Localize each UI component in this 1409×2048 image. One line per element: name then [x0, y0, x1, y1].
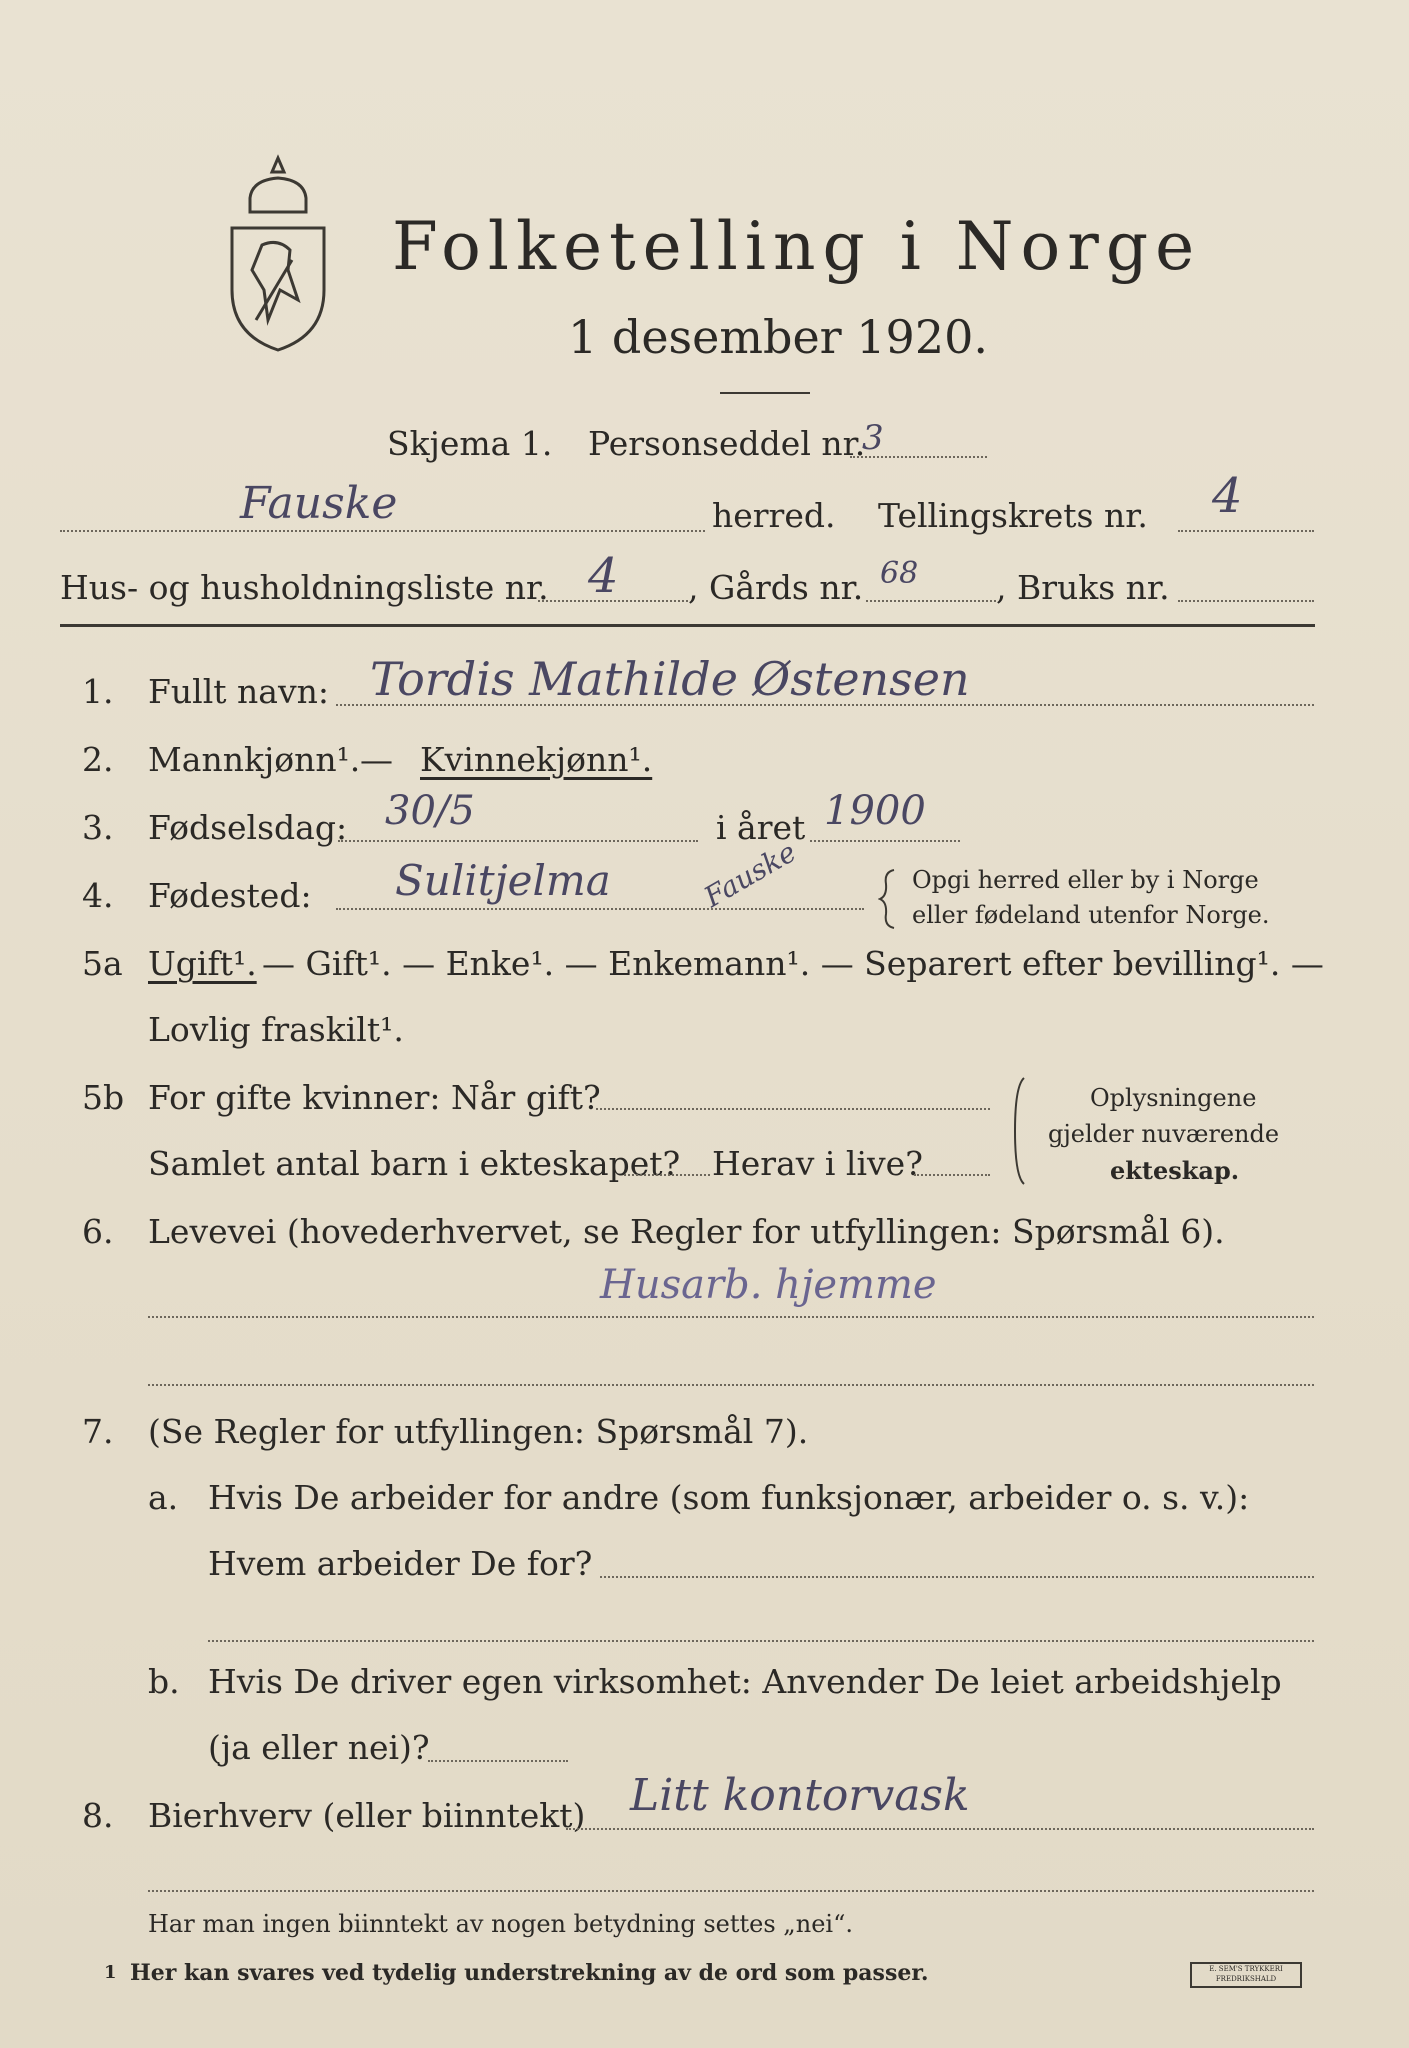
gender-male-option[interactable]: Mannkjønn¹.	[148, 740, 361, 779]
tellingskrets-value[interactable]: 4	[1212, 468, 1243, 524]
q4-line	[336, 908, 864, 910]
gards-line	[866, 600, 996, 602]
q6-line-2	[148, 1384, 1314, 1386]
form-date: 1 desember 1920.	[568, 310, 988, 364]
q1-number: 1.	[82, 672, 114, 711]
q3-line	[338, 840, 698, 842]
skjema-label: Skjema 1.	[387, 424, 553, 463]
header-rule	[60, 624, 1315, 627]
bruks-line	[1178, 600, 1314, 602]
q7-number: 7.	[82, 1412, 114, 1451]
q7a-employer-line-2	[208, 1640, 1314, 1642]
q3-label: Fødselsdag:	[148, 808, 348, 847]
q4-note-2: eller fødeland utenfor Norge.	[912, 901, 1270, 929]
bruks-label: , Bruks nr.	[996, 568, 1170, 607]
q7b-hire-label: (ja eller nei)?	[208, 1728, 430, 1767]
gards-label: , Gårds nr.	[688, 568, 864, 607]
children-total-line	[624, 1174, 710, 1176]
q8-line	[566, 1828, 1314, 1830]
q8-number: 8.	[82, 1796, 114, 1835]
q7b-hire-line	[428, 1760, 568, 1762]
tellingskrets-line	[1178, 530, 1314, 532]
q7b-letter: b.	[148, 1662, 180, 1701]
occupation-value[interactable]: Husarb. hjemme	[600, 1262, 937, 1308]
printer-mark: E. SEM'S TRYKKERI FREDRIKSHALD	[1190, 1962, 1302, 1988]
q6-number: 6.	[82, 1212, 114, 1251]
q7b-label: Hvis De driver egen virksomhet: Anvender De leiet arbeidshjelp	[208, 1662, 1282, 1701]
gards-value[interactable]: 68	[880, 556, 919, 591]
q7-label: (Se Regler for utfyllingen: Spørsmål 7).	[148, 1412, 809, 1451]
title-divider	[720, 392, 810, 394]
husholdning-label: Hus- og husholdningsliste nr.	[60, 568, 549, 607]
gender-female-option[interactable]: Kvinnekjønn¹.	[420, 740, 653, 779]
q7a-employer-label: Hvem arbeider De for?	[208, 1544, 593, 1583]
q7a-letter: a.	[148, 1478, 179, 1517]
birthplace-value[interactable]: Sulitjelma	[395, 856, 611, 905]
marital-fraskilt-option[interactable]: Lovlig fraskilt¹.	[148, 1010, 404, 1049]
year-label: i året	[716, 808, 806, 847]
marital-ugift-option[interactable]: Ugift¹.	[148, 944, 257, 983]
year-line	[810, 840, 960, 842]
q5b-note-3: ekteskap.	[1110, 1156, 1240, 1185]
married-when-line	[596, 1108, 990, 1110]
birthplace-correction: Fauske	[698, 835, 802, 914]
husholdning-value[interactable]: 4	[588, 548, 619, 604]
q6-line-1	[148, 1316, 1314, 1318]
q4-note-1: Opgi herred eller by i Norge	[912, 866, 1259, 894]
gender-separator: —	[360, 740, 393, 779]
q4-label: Fødested:	[148, 876, 312, 915]
q5b-note-1: Oplysningene	[1090, 1084, 1257, 1112]
q7a-label: Hvis De arbeider for andre (som funksjonær, arbeider o. s. v.):	[208, 1478, 1250, 1517]
bracket-icon	[1012, 1076, 1026, 1186]
norway-coat-of-arms-icon	[222, 150, 334, 355]
q1-label: Fullt navn:	[148, 672, 329, 711]
married-when-label: For gifte kvinner: Når gift?	[148, 1078, 601, 1117]
birthday-value[interactable]: 30/5	[385, 788, 475, 834]
footer-note: Har man ingen biinntekt av nogen betydning settes „nei“.	[148, 1910, 853, 1938]
children-alive-label: Herav i live?	[712, 1144, 923, 1183]
personseddel-value[interactable]: 3	[862, 418, 884, 458]
full-name-value[interactable]: Tordis Mathilde Østensen	[370, 652, 970, 706]
tellingskrets-label: Tellingskrets nr.	[878, 496, 1148, 535]
children-alive-line	[914, 1174, 990, 1176]
herred-value[interactable]: Fauske	[240, 478, 398, 529]
q6-label: Levevei (hovederhvervet, se Regler for utfyllingen: Spørsmål 6).	[148, 1212, 1225, 1251]
footnote-text: Her kan svares ved tydelig understrekning av de ord som passer.	[130, 1960, 929, 1986]
form-title: Folketelling i Norge	[392, 208, 1202, 285]
q3-number: 3.	[82, 808, 114, 847]
q5b-number: 5b	[82, 1078, 125, 1117]
q4-number: 4.	[82, 876, 114, 915]
personseddel-label: Personseddel nr.	[588, 424, 866, 463]
q5b-note-2: gjelder nuværende	[1048, 1120, 1280, 1148]
children-total-label: Samlet antal barn i ekteskapet?	[148, 1144, 681, 1183]
q7a-employer-line	[600, 1576, 1314, 1578]
herred-label: herred.	[712, 496, 836, 535]
q8-label: Bierhverv (eller biinntekt)	[148, 1796, 586, 1835]
side-income-value[interactable]: Litt kontorvask	[630, 1770, 970, 1821]
brace-icon	[878, 868, 898, 930]
q2-number: 2.	[82, 740, 114, 779]
q5a-number: 5a	[82, 944, 123, 983]
q8-line-2	[148, 1890, 1314, 1892]
marital-other-options[interactable]: — Gift¹. — Enke¹. — Enkemann¹. — Separert efter bevilling¹. —	[262, 944, 1324, 983]
footnote-number: 1	[104, 1962, 117, 1983]
birth-year-value[interactable]: 1900	[824, 788, 926, 834]
herred-line	[60, 530, 705, 532]
